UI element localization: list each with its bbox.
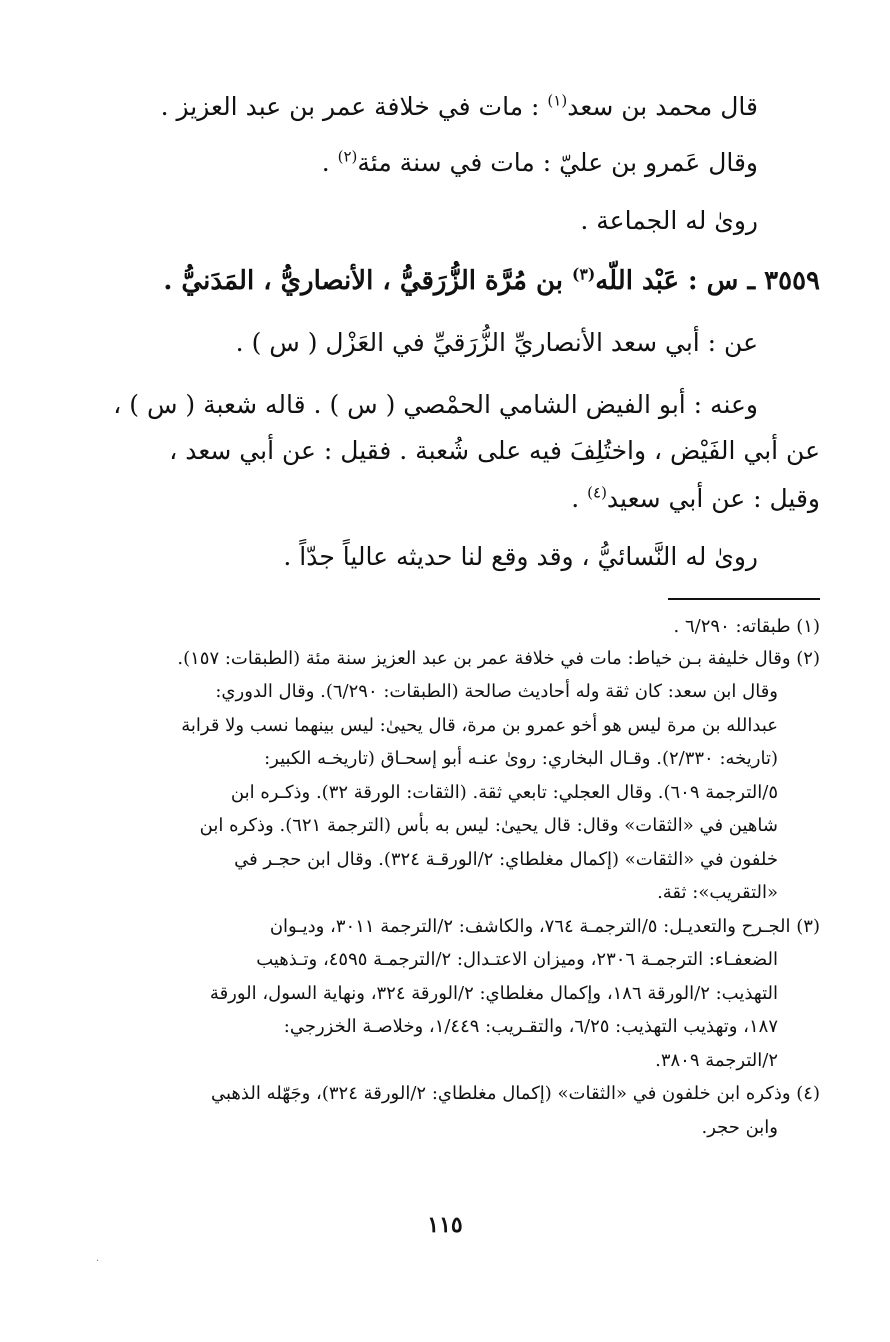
footnote-line: وقال ابن سعد: كان ثقة وله أحاديث صالحة (الطبقات: ٦/٢٩٠). وقال الدوري: (215, 681, 778, 702)
footnote-line: خلفون في «الثقات» (إكمال مغلطاي: ٢/الورقـة ٣٢٤). وقال ابن حجـر في (234, 849, 778, 870)
body-line-7: عن أبي الفَيْض ، واختُلِفَ فيه على شُعبة . فقيل : عن أبي سعد ، (169, 436, 820, 465)
footnote-line: عبدالله بن مرة ليس هو أخو عمرو بن مرة، قال يحيىٰ: ليس بينهما نسب ولا قرابة (181, 715, 778, 736)
body-line-1: قال محمد بن سعد$^{(١)}$ : مات في خلافة عمر بن عبد العزيز . (160, 91, 758, 121)
footnote-ref: (٣) (572, 264, 596, 284)
page-number: ١١٥ (427, 1212, 463, 1238)
footnote-line: «التقريب»: ثقة. (657, 882, 778, 903)
body-line-8: وقيل : عن أبي سعيد$^{(٤)}$ . (571, 483, 820, 513)
footnote-line: (٢) وقال خليفة بـن خياط: مات في خلافة عمر بن عبد العزيز سنة مئة (الطبقات: ١٥٧). (177, 648, 820, 669)
body-line-9: روىٰ له النَّسائيُّ ، وقد وقع لنا حديثه عالياً جدّاً . (283, 542, 758, 571)
footnote-ref: (١) (547, 91, 568, 110)
entry-heading: ٣٥٥٩ ـ س : عَبْد اللّه$^{(٣)}$ بن مُرَّة الزُّرَقيُّ ، الأنصاريُّ ، المَدَنيُّ . (163, 264, 820, 296)
body-line-2: وقال عَمرو بن عليّ : مات في سنة مئة$^{(٢)}$ . (321, 147, 758, 177)
body-line-5: عن : أبي سعد الأنصاريِّ الزُّرَقيِّ في العَزْل ( س ) . (235, 328, 758, 357)
footnote-line: التهذيب: ٢/الورقة ١٨٦، وإكمال مغلطاي: ٢/الورقة ٣٢٤، ونهاية السول، الورقة (209, 983, 778, 1004)
footnote-separator (668, 598, 820, 600)
body-line-3: رویٰ له الجماعة . (580, 206, 758, 235)
footnote-line: (٣) الجـرح والتعديـل: ٥/الترجمـة ٧٦٤، والكاشف: ٢/الترجمة ٣٠١١، وديـوان (269, 916, 820, 937)
footnote-line: وابن حجر. (701, 1117, 778, 1138)
footnote-line: (١) طبقاته: ٦/٢٩٠ . (673, 616, 820, 637)
footnote-line: ٥/الترجمة ٦٠٩). وقال العجلي: تابعي ثقة. (الثقات: الورقة ٣٢). وذكـره ابن (230, 782, 778, 803)
footnote-line: ١٨٧، وتهذيب التهذيب: ٦/٢٥، والتقـريب: ١/٤٤٩، وخلاصـة الخزرجي: (283, 1016, 778, 1037)
footnote-line: (٤) وذكره ابن خلفون في «الثقات» (إكمال مغلطاي: ٢/الورقة ٣٢٤)، وجَهّله الذهبي (211, 1083, 820, 1104)
footnote-line: الضعفـاء: الترجمـة ٢٣٠٦، وميزان الاعتـدال: ٢/الترجمـة ٤٥٩٥، وتـذهيب (256, 949, 778, 970)
footnote-ref: (٢) (337, 147, 358, 166)
scan-mark: · (96, 1256, 100, 1267)
footnote-line: (تاريخه: ٢/٣٣٠). وقـال البخاري: روىٰ عنـه أبو إسحـاق (تاريخـه الكبير: (264, 748, 778, 769)
footnote-line: ٢/الترجمة ٣٨٠٩. (655, 1050, 778, 1071)
footnote-ref: (٤) (587, 483, 607, 502)
footnote-line: شاهين في «الثقات» وقال: قال يحيىٰ: ليس به بأس (الترجمة ٦٢١). وذكره ابن (199, 815, 778, 836)
body-line-6: وعنه : أبو الفيض الشامي الحمْصي ( س ) . قاله شعبة ( س ) ، (113, 390, 758, 419)
